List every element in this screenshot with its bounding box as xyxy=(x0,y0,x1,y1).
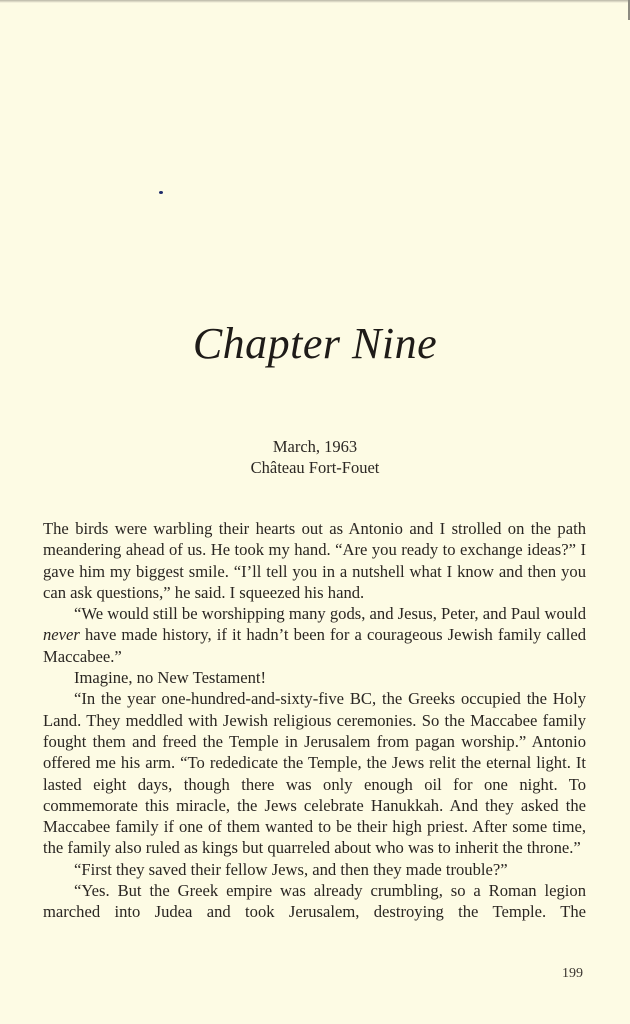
paragraph: “In the year one-hundred-and-sixty-five BC, the Greeks occupied the Holy Land. They meddled with Jewish religious ceremonies. So the Maccabee family fought them and freed the Temple in Jerusalem from pagan worship.” Antonio offered me his arm. “To rededicate the Temple, the Jews relit the eternal light. It lasted eight days, though there was only enough oil for one night. To commemorate this miracle, the Jews celebrate Hanukkah. And they asked the Maccabee family if one of them wanted to be their high priest. After some time, the family also ruled as kings but quarreled about who was to inherit the throne.” xyxy=(43,689,586,858)
paragraph: The birds were warbling their hearts out as Antonio and I strolled on the path meandering ahead of us. He took my hand. “Are you ready to exchange ideas?” I gave him my biggest smile. “I’ll tell you in a nutshell what I know and then you can ask questions,” he said. I squeezed his hand. xyxy=(43,519,586,602)
paragraph-text: “We would still be worshipping many gods, and Jesus, Peter, and Paul would xyxy=(74,604,586,624)
chapter-title xyxy=(0,318,630,369)
body-text xyxy=(43,518,586,923)
date-line: March, 1963 xyxy=(272,437,358,456)
emphasis-text: never xyxy=(43,625,80,645)
location-line: Château Fort-Fouet xyxy=(250,458,380,477)
paragraph: “Yes. But the Greek empire was already crumbling, so a Roman legion marched into Judea and took Jerusalem, destroying the Temple. The xyxy=(43,881,586,922)
page-number: 199 xyxy=(562,966,583,981)
paragraph xyxy=(43,603,586,667)
ink-speck xyxy=(159,191,163,194)
paragraph: “First they saved their fellow Jews, and then they made trouble?” xyxy=(74,859,508,879)
chapter-title-text: Chapter Nine xyxy=(192,319,438,368)
page-top-edge xyxy=(0,0,630,3)
chapter-subtitle xyxy=(0,436,630,478)
paragraph: Imagine, no New Testament! xyxy=(74,668,267,688)
paragraph-text: have made history, if it hadn’t been for a courageous Jewish family called Maccabee.” xyxy=(43,625,586,666)
